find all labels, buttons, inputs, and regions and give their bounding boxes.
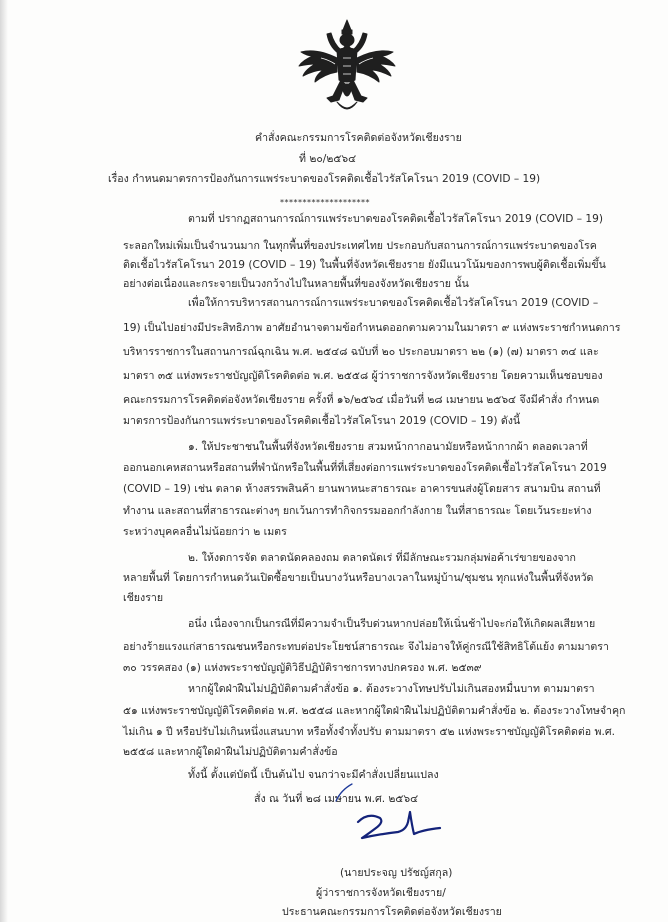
body-line: มาตรา ๓๕ แห่งพระราชบัญญัติโรคติดต่อ พ.ศ. ๒๕๕๘ ผู้ว่าราชการจังหวัดเชียงราย โดยความเห็นชอบของ — [123, 370, 603, 382]
body-line: บริหารราชการในสถานการณ์ฉุกเฉิน พ.ศ. ๒๕๔๘ ฉบับที่ ๒๐ ประกอบมาตรา ๒๒ (๑) (๗) มาตรา ๓๔ และ — [123, 346, 599, 358]
body-line: หากผู้ใดฝ่าฝืนไม่ปฏิบัติตามคำสั่งข้อ ๑. ต้องระวางโทษปรับไม่เกินสองหมื่นบาท ตามมาตรา — [188, 683, 595, 695]
signer-title: ผู้ว่าราชการจังหวัดเชียงราย/ — [316, 887, 446, 899]
body-line: อย่างต่อเนื่องและกระจายเป็นวงกว้างไปในหลายพื้นที่ของจังหวัดเชียงราย นั้น — [123, 278, 469, 290]
body-line: ๒. ให้งดการจัด ตลาดนัดคลองถม ตลาดนัดเร่ ที่มีลักษณะรวมกลุ่มพ่อค้าเร่ขายของจาก — [188, 552, 576, 564]
header-separator: ******************** — [280, 198, 370, 207]
body-line: หลายพื้นที่ โดยการกำหนดวันเปิดซื้อขายเป็นบางวันหรือบางเวลาในหมู่บ้าน/ชุมชน ทุกแห่งในพื้นที่จังหวัด — [123, 572, 594, 584]
body-line: ๕๑ แห่งพระราชบัญญัติโรคติดต่อ พ.ศ. ๒๕๕๘ และหากผู้ใดฝ่าฝืนไม่ปฏิบัติตามคำสั่งข้อ ๒. ต้องระวางโทษจำคุก — [123, 705, 626, 717]
body-line: ระหว่างบุคคลอื่นไม่น้อยกว่า ๒ เมตร — [123, 526, 287, 538]
signer-title-committee: ประธานคณะกรรมการโรคติดต่อจังหวัดเชียงราย — [282, 906, 502, 918]
body-line: ตามที่ ปรากฏสถานการณ์การแพร่ระบาดของโรคติดเชื้อไวรัสโคโรนา 2019 (COVID – 19) — [188, 213, 603, 225]
body-line: (COVID – 19) เช่น ตลาด ห้างสรรพสินค้า ยานพาหนะสาธารณะ อาคารขนส่งผู้โดยสาร สนามบิน สถานที่ — [123, 483, 601, 495]
body-line: มาตรการป้องกันการแพร่ระบาดของโรคติดเชื้อไวรัสโคโรนา 2019 (COVID – 19) ดังนี้ — [123, 415, 521, 427]
body-line: ทำงาน และสถานที่สาธารณะต่างๆ ยกเว้นการทำกิจกรรมออกกำลังกาย ในที่สาธารณะ โดยเว้นระยะห่าง — [123, 505, 592, 517]
signer-name: (นายประจญ ปรัชญ์สกุล) — [340, 867, 453, 879]
body-line: ๑. ให้ประชาชนในพื้นที่จังหวัดเชียงราย สวมหน้ากากอนามัยหรือหน้ากากผ้า ตลอดเวลาที่ — [188, 441, 588, 453]
order-title: คำสั่งคณะกรรมการโรคติดต่อจังหวัดเชียงราย — [255, 132, 462, 144]
signature-icon — [350, 808, 450, 842]
body-line: คณะกรรมการโรคติดต่อจังหวัดเชียงราย ครั้งที่ ๑๖/๒๕๖๔ เมื่อวันที่ ๒๘ เมษายน ๒๕๖๔ จึงมีคำสั่ง กำหนด — [123, 394, 600, 406]
body-line: ระลอกใหม่เพิ่มเป็นจำนวนมาก ในทุกพื้นที่ของประเทศไทย ประกอบกับสถานการณ์การแพร่ระบาดของโรค — [123, 240, 597, 252]
order-subject: เรื่อง กำหนดมาตรการป้องกันการแพร่ระบาดของโรคติดเชื้อไวรัสโคโรนา 2019 (COVID – 19) — [108, 173, 541, 185]
body-line: ๓๐ วรรคสอง (๑) แห่งพระราชบัญญัติวิธีปฏิบัติราชการทางปกครอง พ.ศ. ๒๕๓๙ — [123, 662, 482, 674]
garuda-emblem-icon — [291, 18, 403, 118]
body-line: ไม่เกิน ๑ ปี หรือปรับไม่เกินหนึ่งแสนบาท หรือทั้งจำทั้งปรับ ตามมาตรา ๕๒ แห่งพระราชบัญญัติโรคติดต่อ พ.ศ. — [123, 726, 615, 738]
page-edge-shadow — [0, 0, 8, 922]
body-line: อย่างร้ายแรงแก่สาธารณชนหรือกระทบต่อประโยชน์สาธารณะ จึงไม่อาจให้คู่กรณีใช้สิทธิโต้แย้ง ตามมาตรา — [123, 641, 609, 653]
body-line: ออกนอกเคหสถานหรือสถานที่พำนักหรือในพื้นที่ที่เสี่ยงต่อการแพร่ระบาดของโรคติดเชื้อไวรัสโคโรนา 2019 — [123, 462, 607, 474]
body-line: เชียงราย — [123, 592, 164, 604]
body-line: ๒๕๕๘ และหากผู้ใดฝ่าฝืนไม่ปฏิบัติตามคำสั่งข้อ — [123, 746, 338, 758]
body-line: ทั้งนี้ ตั้งแต่บัดนี้ เป็นต้นไป จนกว่าจะมีคำสั่งเปลี่ยนแปลง — [188, 769, 439, 781]
order-number: ที่ ๒๐/๒๕๖๔ — [299, 153, 357, 165]
handwritten-date-mark-icon — [333, 782, 355, 804]
body-line: เพื่อให้การบริหารสถานการณ์การแพร่ระบาดของโรคติดเชื้อไวรัสโคโรนา 2019 (COVID – — [188, 297, 599, 309]
order-date: สั่ง ณ วันที่ ๒๘ เมษายน พ.ศ. ๒๕๖๔ — [254, 793, 419, 805]
body-line: อนึ่ง เนื่องจากเป็นกรณีที่มีความจำเป็นรีบด่วนหากปล่อยให้เนิ่นช้าไปจะก่อให้เกิดผลเสียหาย — [188, 618, 596, 630]
body-line: 19) เป็นไปอย่างมีประสิทธิภาพ อาศัยอำนาจตามข้อกำหนดออกตามความในมาตรา ๙ แห่งพระราชกำหนดการ — [123, 322, 621, 334]
body-line: ติดเชื้อไวรัสโคโรนา 2019 (COVID – 19) ในพื้นที่จังหวัดเชียงราย ยังมีแนวโน้มของการพบผู้ติดเชื้อเพิ่มขึ้น — [123, 259, 606, 271]
